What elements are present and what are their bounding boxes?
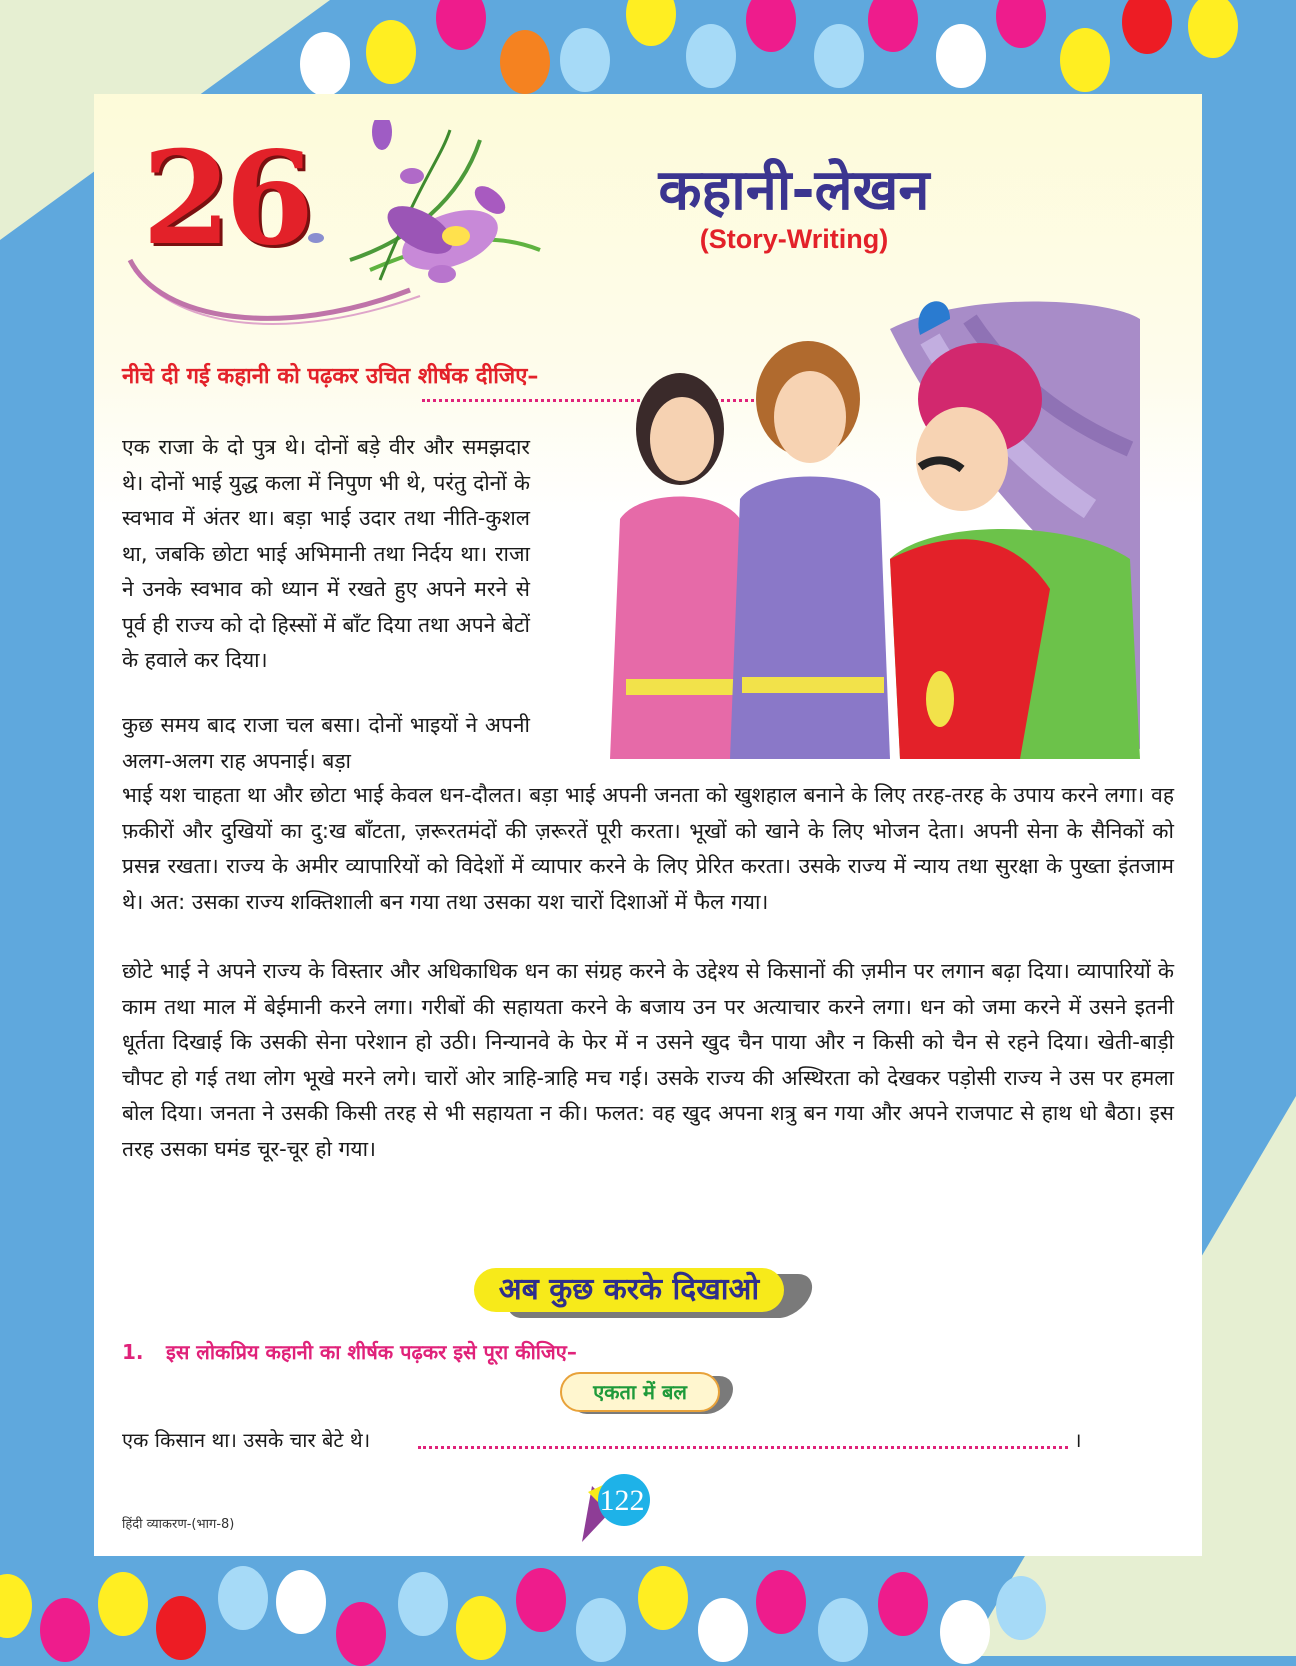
decorative-dot [936,24,986,88]
decorative-dot [868,0,918,52]
decorative-dot [156,1596,206,1660]
decorative-dot [940,1600,990,1664]
story-paragraph-3: छोटे भाई ने अपने राज्य के विस्तार और अधिकाधिक धन का संग्रह करने के उद्देश्य से किसानों की ज़मीन पर लगान बढ़ा दिया। व्यापारियों के काम तथा माल में बेईमानी करने लगा। गरीबों की सहायता करने के बजाय उन पर अत्याचार करने लगा। धन को जमा करने में उसने इतनी धूर्तता दिखाई कि उसकी सेना परेशान हो उठी। निन्यानवे के फेर में न उसने खुद चैन पाया और न किसी को चैन से रहने दिया। खेती-बाड़ी चौपट हो गई तथा लोग भूखे मरने लगे। चारों ओर त्राहि-त्राहि मच गई। उसके राज्य की अस्थिरता को देखकर पड़ोसी राज्य ने उस पर हमला बोल दिया। जनता ने उसकी किसी तरह से भी सहायता न की। फलत: वह खुद अपना शत्रु बन गया और अपने राजपाट से हाथ धो बैठा। इस तरह उसका घमंड चूर-चूर हो गया। [122,959,1174,1161]
chapter-subtitle: (Story-Writing) [699,224,889,254]
decorative-dot [336,1602,386,1666]
chapter-title: कहानी-लेखन [658,158,930,223]
activity-question [122,1338,577,1365]
question-number: 1. [122,1340,144,1364]
decorative-dot [814,24,864,88]
footer-book-title: हिंदी व्याकरण-(भाग-8) [122,1517,235,1532]
decorative-dot [818,1598,868,1662]
activity-banner [474,1268,814,1318]
decorative-dot [516,1568,566,1632]
activity-banner-label: अब कुछ करके दिखाओ [474,1268,784,1312]
decorative-dot [218,1566,268,1630]
page-number: 122 [599,1484,645,1517]
decorative-dot [0,1574,32,1638]
decorative-dot [756,1570,806,1634]
decorative-dot [1188,0,1238,58]
story-start-text: एक किसान था। उसके चार बेटे थे। [122,1428,371,1452]
story-answer-line [418,1446,1068,1449]
decorative-dot [1060,28,1110,92]
decorative-dot [366,20,416,84]
story-end-mark: । [1074,1428,1082,1452]
decorative-dot [300,32,350,96]
decorative-dot [456,1596,506,1660]
king-and-sons-illustration [590,289,1140,779]
story-paragraph-2-rest: भाई यश चाहता था और छोटा भाई केवल धन-दौलत। बड़ा भाई अपनी जनता को खुशहाल बनाने के लिए तरह-तरह के उपाय करने लगा। वह फ़कीरों और दुखियों का दु:ख बाँटता, ज़रूरतमंदों की ज़रूरतें पूरी करता। भूखों को खाने के लिए भोजन देता। अपनी सेना के सैनिकों को प्रसन्न रखता। राज्य के अमीर व्यापारियों को विदेशों में व्यापार करने के लिए प्रेरित करता। उसके राज्य में न्याय तथा सुरक्षा के पुख्ता इंतजाम थे। अत: उसका राज्य शक्तिशाली बन गया तथा उसका यश चारों दिशाओं में फैल गया। [122,783,1174,914]
story-paragraph-1: एक राजा के दो पुत्र थे। दोनों बड़े वीर और समझदार थे। दोनों भाई युद्ध कला में निपुण भी थे, परंतु दोनों के स्वभाव में अंतर था। बड़ा भाई उदार तथा नीति-कुशल था, जबकि छोटा भाई अभिमानी तथा निर्दय था। राजा ने उनके स्वभाव को ध्यान में रखते हुए अपने मरने से पूर्व ही राज्य को दो हिस्सों में बाँट दिया तथा अपने बेटों के हवाले कर दिया। [122,435,530,672]
decorative-dot [436,0,486,50]
decorative-dot [996,0,1046,48]
decorative-dot [698,1598,748,1662]
story-title-label: एकता में बल [560,1372,720,1412]
decorative-dot [398,1572,448,1636]
decorative-dot [746,0,796,52]
decorative-dot [500,30,550,94]
decorative-dot [638,1566,688,1630]
decorative-dot [40,1598,90,1662]
decorative-dot [686,24,736,88]
chapter-number: 26 [142,124,309,274]
story-title-tag [560,1372,740,1414]
decorative-dot [576,1598,626,1662]
decorative-dot [560,28,610,92]
decorative-dot [1122,0,1172,54]
decorative-dot [626,0,676,46]
decorative-dot [276,1570,326,1634]
instruction-heading: नीचे दी गई कहानी को पढ़कर उचित शीर्षक दीजिए– [122,364,539,389]
question-text: इस लोकप्रिय कहानी का शीर्षक पढ़कर इसे पूरा कीजिए– [166,1340,577,1364]
story-paragraph-2-start: कुछ समय बाद राजा चल बसा। दोनों भाइयों ने अपनी अलग-अलग राह अपनाई। बड़ा [122,713,530,773]
decorative-dot [996,1576,1046,1640]
decorative-dot [98,1572,148,1636]
textbook-page [94,94,1202,1556]
decorative-dot [878,1572,928,1636]
